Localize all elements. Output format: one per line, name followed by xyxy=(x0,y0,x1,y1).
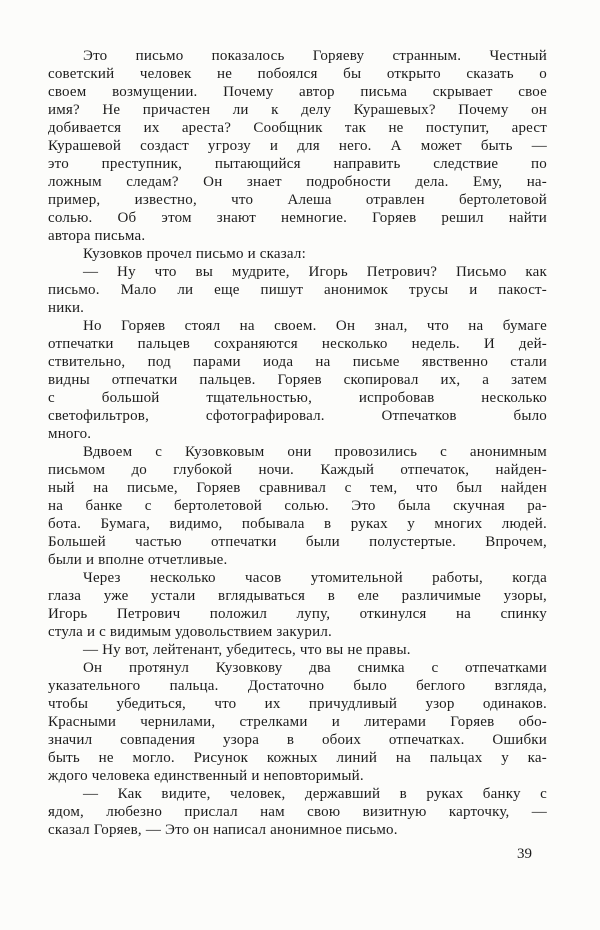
text-line: Через несколько часов утомительной работы, когда xyxy=(83,570,547,586)
text-line: были и вполне отчетливые. xyxy=(48,552,228,568)
text-line: ный на письме, Горяев сравнивал с тем, что был найден xyxy=(48,480,547,496)
text-line: своем возмущении. Почему автор письма скрывает свое xyxy=(48,84,547,100)
text-line: видны отпечатки пальцев. Горяев скопировал их, а затем xyxy=(48,372,547,388)
text-line: солью. Об этом знают немногие. Горяев решил найти xyxy=(48,210,547,226)
text-line: Большей частью отпечатки были полустертые. Впрочем, xyxy=(48,534,547,550)
paragraph xyxy=(48,263,547,317)
text-line: ствительно, под парами иода на письме явственно стали xyxy=(48,354,547,370)
text-line: письмом до глубокой ночи. Каждый отпечаток, найден- xyxy=(48,462,547,478)
paragraph xyxy=(48,785,547,839)
paragraph xyxy=(48,659,547,785)
text-line: стула и с видимым удовольствием закурил. xyxy=(48,624,332,640)
text-line: — Ну вот, лейтенант, убедитесь, что вы не правы. xyxy=(83,642,411,658)
text-line: на банке с бертолетовой солью. Это была скучная ра- xyxy=(48,498,547,514)
text-line: указательного пальца. Достаточно было беглого взгляда, xyxy=(48,678,547,694)
paragraph xyxy=(48,443,547,569)
text-line: имя? Не причастен ли к делу Курашевых? Почему он xyxy=(48,102,547,118)
text-line: это преступник, пытающийся направить следствие по xyxy=(48,156,547,172)
paragraph xyxy=(48,317,547,443)
paragraph xyxy=(48,569,547,641)
page-text xyxy=(48,47,547,839)
text-line: добивается их ареста? Сообщник так не поступит, арест xyxy=(48,120,547,136)
paragraph xyxy=(48,47,547,245)
text-line: светофильтров, сфотографировал. Отпечатков было xyxy=(48,408,547,424)
text-line: Но Горяев стоял на своем. Он знал, что на бумаге xyxy=(83,318,547,334)
text-line: — Как видите, человек, державший в руках банку с xyxy=(83,786,547,802)
text-line: быть не могло. Рисунок кожных линий на пальцах у ка- xyxy=(48,750,547,766)
text-line: ждого человека единственный и неповторимый. xyxy=(48,768,364,784)
text-line: глаза уже устали вглядываться в еле различимые узоры, xyxy=(48,588,547,604)
text-line: Красными чернилами, стрелками и литерами Горяев обо- xyxy=(48,714,547,730)
text-line: ники. xyxy=(48,300,85,316)
text-line: Это письмо показалось Горяеву странным. Честный xyxy=(83,48,547,64)
text-line: сказал Горяев, — Это он написал анонимное письмо. xyxy=(48,822,398,838)
text-line: с большой тщательностью, испробовав несколько xyxy=(48,390,547,406)
text-line: много. xyxy=(48,426,92,442)
text-line: письмо. Мало ли еще пишут анонимок трусы и пакост- xyxy=(48,282,547,298)
text-line: — Ну что вы мудрите, Игорь Петрович? Письмо как xyxy=(83,264,547,280)
text-line: бота. Бумага, видимо, побывала в руках у многих людей. xyxy=(48,516,547,532)
text-line: ложным следам? Он знает подробности дела. Ему, на- xyxy=(48,174,547,190)
text-line: Игорь Петрович положил лупу, откинулся на спинку xyxy=(48,606,547,622)
text-line: пример, известно, что Алеша отравлен бертолетовой xyxy=(48,192,547,208)
page-number: 39 xyxy=(517,846,532,862)
text-line: ядом, любезно прислал нам свою визитную карточку, — xyxy=(48,804,547,820)
text-line: чтобы убедиться, что их причудливый узор одинаков. xyxy=(48,696,547,712)
text-line: Кузовков прочел письмо и сказал: xyxy=(83,246,306,262)
text-line: Он протянул Кузовкову два снимка с отпечатками xyxy=(83,660,547,676)
text-line: советский человек не побоялся бы открыто сказать о xyxy=(48,66,547,82)
text-line: Курашевой создаст угрозу и для него. А может быть — xyxy=(48,138,547,154)
paragraph xyxy=(48,641,547,659)
text-line: отпечатки пальцев сохраняются несколько недель. И дей- xyxy=(48,336,547,352)
paragraph xyxy=(48,245,547,263)
text-line: значил совпадения узора в обоих отпечатках. Ошибки xyxy=(48,732,547,748)
text-line: Вдвоем с Кузовковым они провозились с анонимным xyxy=(83,444,547,460)
text-line: автора письма. xyxy=(48,228,146,244)
